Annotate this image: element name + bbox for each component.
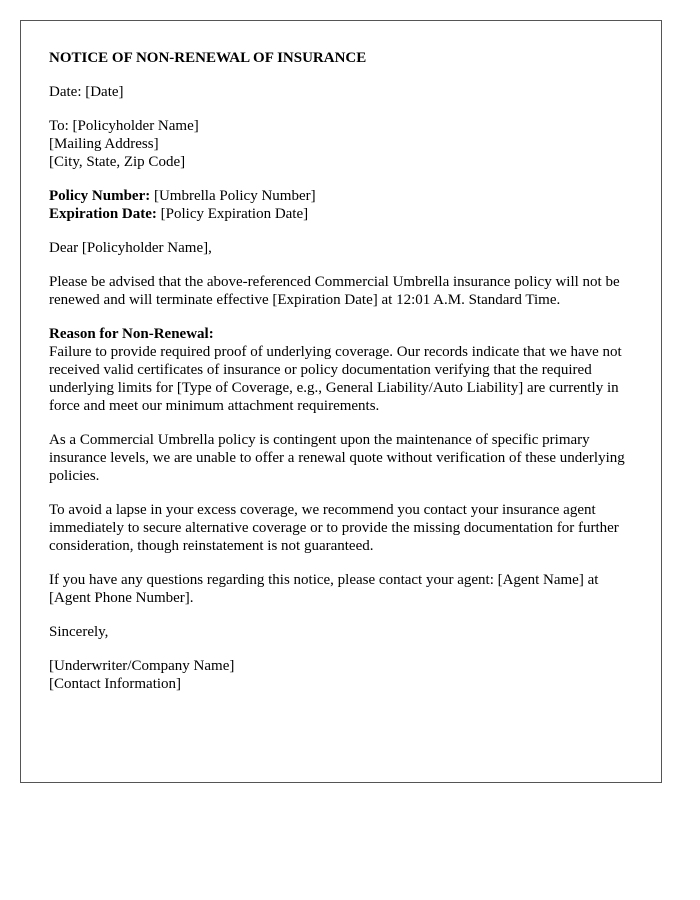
reason-text: Failure to provide required proof of underlying coverage. Our records indicate that we have not received valid certificates of insurance or policy documentation verifying that the required underlying limits for [Type of Coverage, e.g., General Liability/Auto Liability] are currently in force and meet our minimum attachment requirements.	[49, 344, 622, 414]
recipient-name: To: [Policyholder Name]	[49, 118, 199, 134]
signature-company: [Underwriter/Company Name]	[49, 658, 235, 674]
reason-block	[49, 325, 632, 415]
intro-paragraph: Please be advised that the above-referenced Commercial Umbrella insurance policy will not be renewed and will terminate effective [Expiration Date] at 12:01 A.M. Standard Time.	[49, 274, 620, 308]
expiration-date-label: Expiration Date:	[49, 206, 157, 222]
recipient-address: [Mailing Address]	[49, 136, 159, 152]
recipient-block	[49, 117, 632, 171]
recommend-paragraph: To avoid a lapse in your excess coverage, we recommend you contact your insurance agent immediately to secure alternative coverage or to provide the missing documentation for further consideration, though reinstatement is not guaranteed.	[49, 502, 619, 554]
expiration-date-value: [Policy Expiration Date]	[156, 206, 309, 222]
signature-contact: [Contact Information]	[49, 676, 182, 692]
policy-block	[49, 187, 632, 223]
reason-label: Reason for Non-Renewal:	[49, 326, 214, 342]
letter-document	[20, 20, 662, 783]
recipient-city: [City, State, Zip Code]	[49, 154, 186, 170]
notice-title: NOTICE OF NON-RENEWAL OF INSURANCE	[49, 50, 367, 66]
salutation: Dear [Policyholder Name],	[49, 240, 212, 256]
policy-number-label: Policy Number:	[49, 188, 151, 204]
signature-block	[49, 657, 632, 693]
date-line: Date: [Date]	[49, 84, 124, 100]
policy-number-value: [Umbrella Policy Number]	[150, 188, 316, 204]
contingent-paragraph: As a Commercial Umbrella policy is contingent upon the maintenance of specific primary insurance levels, we are unable to offer a renewal quote without verification of these underlying policies.	[49, 432, 625, 484]
closing: Sincerely,	[49, 624, 109, 640]
contact-paragraph: If you have any questions regarding this notice, please contact your agent: [Agent Name] at [Agent Phone Number].	[49, 572, 599, 606]
